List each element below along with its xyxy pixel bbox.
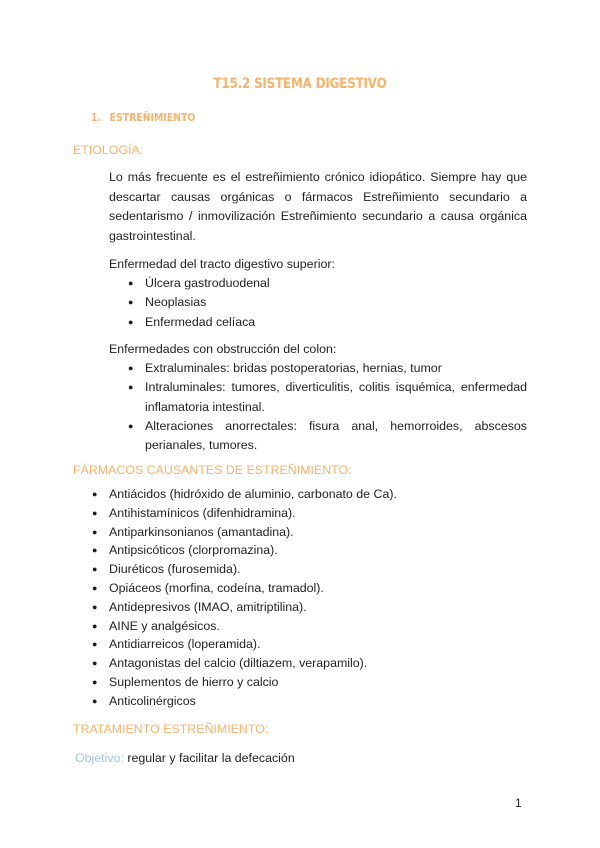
- etiologia-heading: ETIOLOGÍA:: [73, 143, 144, 157]
- section-heading: [91, 111, 195, 124]
- bullet-icon: ●: [128, 420, 134, 431]
- bullet-icon: ●: [128, 316, 134, 327]
- bullet-icon: ●: [92, 620, 98, 631]
- list-item: ● Enfermedad celíaca: [145, 313, 527, 332]
- list-item: ● Opiáceos (morfina, codeína, tramadol).: [109, 579, 529, 598]
- bullet-icon: ●: [92, 526, 98, 537]
- list-item: ● Alteraciones anorrectales: fisura anal, hemorroides, abscesos perianales, tumores.: [128, 418, 527, 453]
- bullet-icon: ●: [92, 658, 98, 669]
- colon-list: [128, 359, 527, 455]
- list-item: ● Antiácidos (hidróxido de aluminio, carbonato de Ca).: [109, 485, 529, 504]
- list-item: ● AINE y analgésicos.: [109, 617, 529, 636]
- section-number: 1.: [91, 111, 102, 124]
- bullet-icon: ●: [128, 297, 134, 308]
- colon-label: Enfermedades con obstrucción del colon:: [109, 342, 337, 356]
- farmacos-list: [92, 485, 529, 711]
- list-item: ● Antihistamínicos (difenhidramina).: [109, 504, 529, 523]
- page-number: 1: [515, 796, 522, 810]
- tratamiento-heading: TRATAMIENTO ESTREÑIMIENTO:: [73, 722, 269, 736]
- bullet-icon: ●: [92, 582, 98, 593]
- farmacos-heading: FÁRMACOS CAUSANTES DE ESTREÑIMIENTO:: [73, 463, 352, 477]
- bullet-icon: ●: [92, 507, 98, 518]
- bullet-icon: ●: [92, 695, 98, 706]
- bullet-icon: ●: [92, 545, 98, 556]
- list-item: ● Antiparkinsonianos (amantadina).: [109, 523, 529, 542]
- objective-text: regular y facilitar la defecación: [123, 751, 295, 765]
- section-title: ESTREÑIMIENTO: [109, 111, 196, 124]
- list-item: ● Anticolinérgicos: [109, 692, 529, 711]
- upper-tract-list: [128, 274, 527, 332]
- list-item: ● Suplementos de hierro y calcio: [109, 673, 529, 692]
- etiologia-intro-paragraph: Lo más frecuente es el estreñimiento crónico idiopático. Siempre hay que descartar causas orgánicas o fármacos Estreñimiento secundario a sedentarismo / inmovilización Estreñimiento secundario a causa orgánica gastrointestinal.: [109, 170, 527, 243]
- bullet-icon: ●: [128, 278, 134, 288]
- bullet-icon: ●: [128, 382, 134, 393]
- bullet-icon: ●: [92, 564, 98, 575]
- bullet-icon: ●: [92, 639, 98, 650]
- upper-tract-label: Enfermedad del tracto digestivo superior:: [109, 257, 335, 271]
- bullet-icon: ●: [128, 363, 134, 373]
- list-item: ● Diuréticos (furosemida).: [109, 560, 529, 579]
- list-item: ● Intraluminales: tumores, diverticulitis, colitis isquémica, enfermedad inflamatoria intestinal.: [128, 380, 527, 414]
- objective-label: Objetivo:: [75, 751, 124, 765]
- list-item: ● Antidepresivos (IMAO, amitriptilina).: [109, 598, 529, 617]
- list-item: ● Neoplasias: [145, 293, 527, 312]
- list-item: ● Extraluminales: bridas postoperatorias, hernias, tumor: [145, 359, 527, 378]
- list-item: ● Antagonistas del calcio (diltiazem, verapamilo).: [109, 654, 529, 673]
- page-title: T15.2 SISTEMA DIGESTIVO: [213, 76, 387, 92]
- list-item: ● Úlcera gastroduodenal: [145, 274, 527, 293]
- bullet-icon: ●: [92, 676, 98, 687]
- objective-line: [75, 751, 295, 765]
- bullet-icon: ●: [92, 601, 98, 612]
- list-item: ● Antidiarreicos (loperamida).: [109, 635, 529, 654]
- list-item: ● Antipsicóticos (clorpromazina).: [109, 541, 529, 560]
- bullet-icon: ●: [92, 489, 98, 499]
